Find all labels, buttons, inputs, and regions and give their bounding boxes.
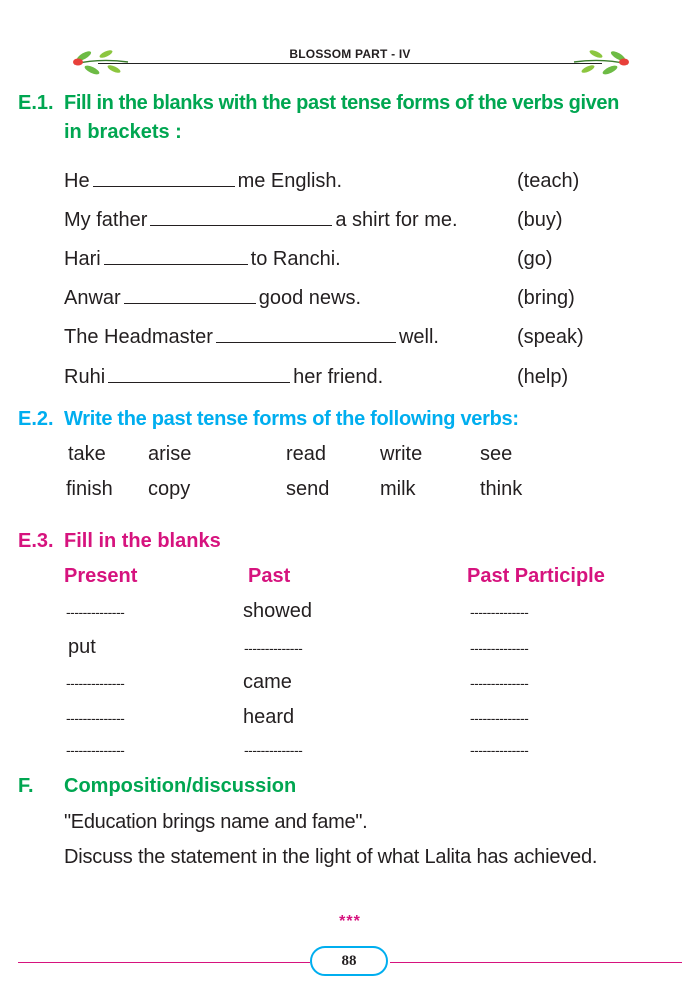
header-rule [98, 63, 602, 64]
verb-hint: (speak) [517, 326, 584, 348]
section-e3-instruction: Fill in the blanks [64, 530, 221, 552]
table-cell[interactable]: -------------- [244, 742, 303, 758]
page-number: 88 [310, 946, 388, 976]
answer-blank[interactable] [216, 341, 396, 343]
table-cell[interactable]: -------------- [66, 710, 125, 726]
verb-word: write [380, 443, 423, 465]
table-cell[interactable]: -------------- [470, 742, 529, 758]
column-header-present: Present [64, 565, 138, 587]
item-before-text: Hari [64, 248, 101, 270]
item-before-text: Ruhi [64, 366, 106, 388]
verb-word: finish [66, 478, 113, 500]
verb-word: read [286, 443, 327, 465]
verb-word: milk [380, 478, 416, 500]
verb-word: copy [148, 478, 191, 500]
section-e2-instruction: Write the past tense forms of the following verbs: [64, 408, 519, 430]
section-e1-number: E.1. [18, 92, 54, 114]
item-before-text: Anwar [64, 287, 121, 309]
item-after-text: well. [398, 326, 439, 348]
fill-blank-item [64, 326, 439, 349]
item-before-text: The Headmaster [64, 326, 213, 348]
section-f-number: F. [18, 775, 34, 797]
table-cell[interactable]: -------------- [66, 675, 125, 691]
header-title: BLOSSOM PART - IV [289, 47, 411, 61]
item-after-text: me English. [237, 170, 343, 192]
section-e1-instruction: Fill in the blanks with the past tense forms of the verbs given [64, 92, 619, 114]
column-header-past-participle: Past Participle [467, 565, 605, 587]
item-before-text: My father [64, 209, 148, 231]
composition-quote: "Education brings name and fame". [64, 811, 368, 833]
table-cell[interactable]: -------------- [470, 640, 529, 656]
verb-hint: (teach) [517, 170, 580, 192]
table-cell: came [243, 671, 292, 693]
answer-blank[interactable] [108, 381, 290, 383]
composition-prompt: Discuss the statement in the light of what Lalita has achieved. [64, 846, 598, 868]
section-e3-number: E.3. [18, 530, 54, 552]
table-cell: put [68, 636, 96, 658]
answer-blank[interactable] [104, 263, 248, 265]
verb-word: send [286, 478, 330, 500]
item-before-text: He [64, 170, 90, 192]
item-after-text: to Ranchi. [250, 248, 341, 270]
answer-blank[interactable] [93, 185, 235, 187]
item-after-text: good news. [258, 287, 361, 309]
answer-blank[interactable] [150, 224, 332, 226]
section-e2-number: E.2. [18, 408, 54, 430]
table-cell[interactable]: -------------- [66, 604, 125, 620]
answer-blank[interactable] [124, 302, 256, 304]
section-e1-instruction-cont: in brackets : [64, 121, 182, 143]
table-cell: showed [243, 600, 312, 622]
fill-blank-item [64, 170, 342, 193]
table-cell[interactable]: -------------- [66, 742, 125, 758]
verb-word: see [480, 443, 513, 465]
footer-rule [390, 962, 682, 963]
footer-rule [18, 962, 310, 963]
fill-blank-item [64, 248, 341, 271]
verb-hint: (go) [517, 248, 553, 270]
verb-hint: (buy) [517, 209, 563, 231]
section-f-heading: Composition/discussion [64, 775, 297, 797]
table-cell[interactable]: -------------- [244, 640, 303, 656]
column-header-past: Past [248, 565, 291, 587]
fill-blank-item [64, 287, 361, 310]
fill-blank-item [64, 366, 383, 389]
item-after-text: her friend. [293, 366, 384, 388]
table-cell: heard [243, 706, 295, 728]
section-end-stars: *** [339, 913, 361, 930]
table-cell[interactable]: -------------- [470, 710, 529, 726]
verb-hint: (help) [517, 366, 569, 388]
item-after-text: a shirt for me. [335, 209, 458, 231]
verb-word: think [480, 478, 523, 500]
table-cell[interactable]: -------------- [470, 675, 529, 691]
verb-word: take [68, 443, 106, 465]
table-cell[interactable]: -------------- [470, 604, 529, 620]
fill-blank-item [64, 209, 458, 232]
verb-word: arise [148, 443, 192, 465]
verb-hint: (bring) [517, 287, 575, 309]
